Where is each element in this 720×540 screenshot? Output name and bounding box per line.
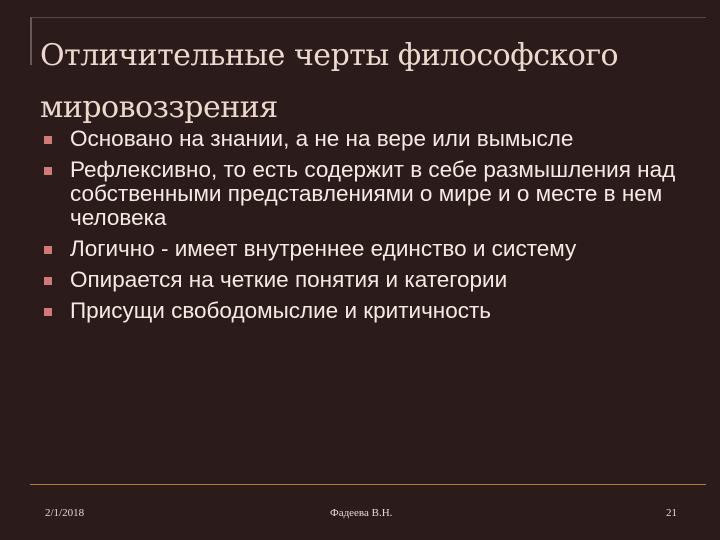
bullet-text: Опирается на четкие понятия и категории (70, 267, 508, 292)
footer-date: 2/1/2018 (45, 507, 85, 519)
bullet-item (44, 268, 684, 292)
bullet-list (44, 127, 684, 330)
left-accent-line (30, 17, 32, 65)
square-bullet-icon (44, 277, 52, 285)
bullet-text: Присущи свободомыслие и критичность (70, 298, 492, 323)
bullet-item (44, 237, 684, 261)
square-bullet-icon (44, 246, 52, 254)
bullet-text: Рефлексивно, то есть содержит в себе размышления над собственными представлениями о мире и о месте в нем человека (70, 157, 676, 230)
square-bullet-icon (44, 136, 52, 144)
bullet-text: Основано на знании, а не на вере или вымысле (70, 126, 574, 151)
bullet-item (44, 299, 684, 323)
bullet-text: Логично - имеет внутреннее единство и систему (70, 236, 577, 261)
top-accent-line (30, 17, 706, 18)
bullet-item (44, 127, 684, 151)
page-number: 21 (666, 507, 677, 519)
footer-author: Фадеева В.Н. (330, 507, 393, 519)
bullet-item (44, 158, 684, 230)
footer-accent-line (30, 484, 706, 485)
square-bullet-icon (44, 167, 52, 175)
slide-title: Отличительные черты философского мировоззрения (40, 38, 619, 125)
square-bullet-icon (44, 308, 52, 316)
